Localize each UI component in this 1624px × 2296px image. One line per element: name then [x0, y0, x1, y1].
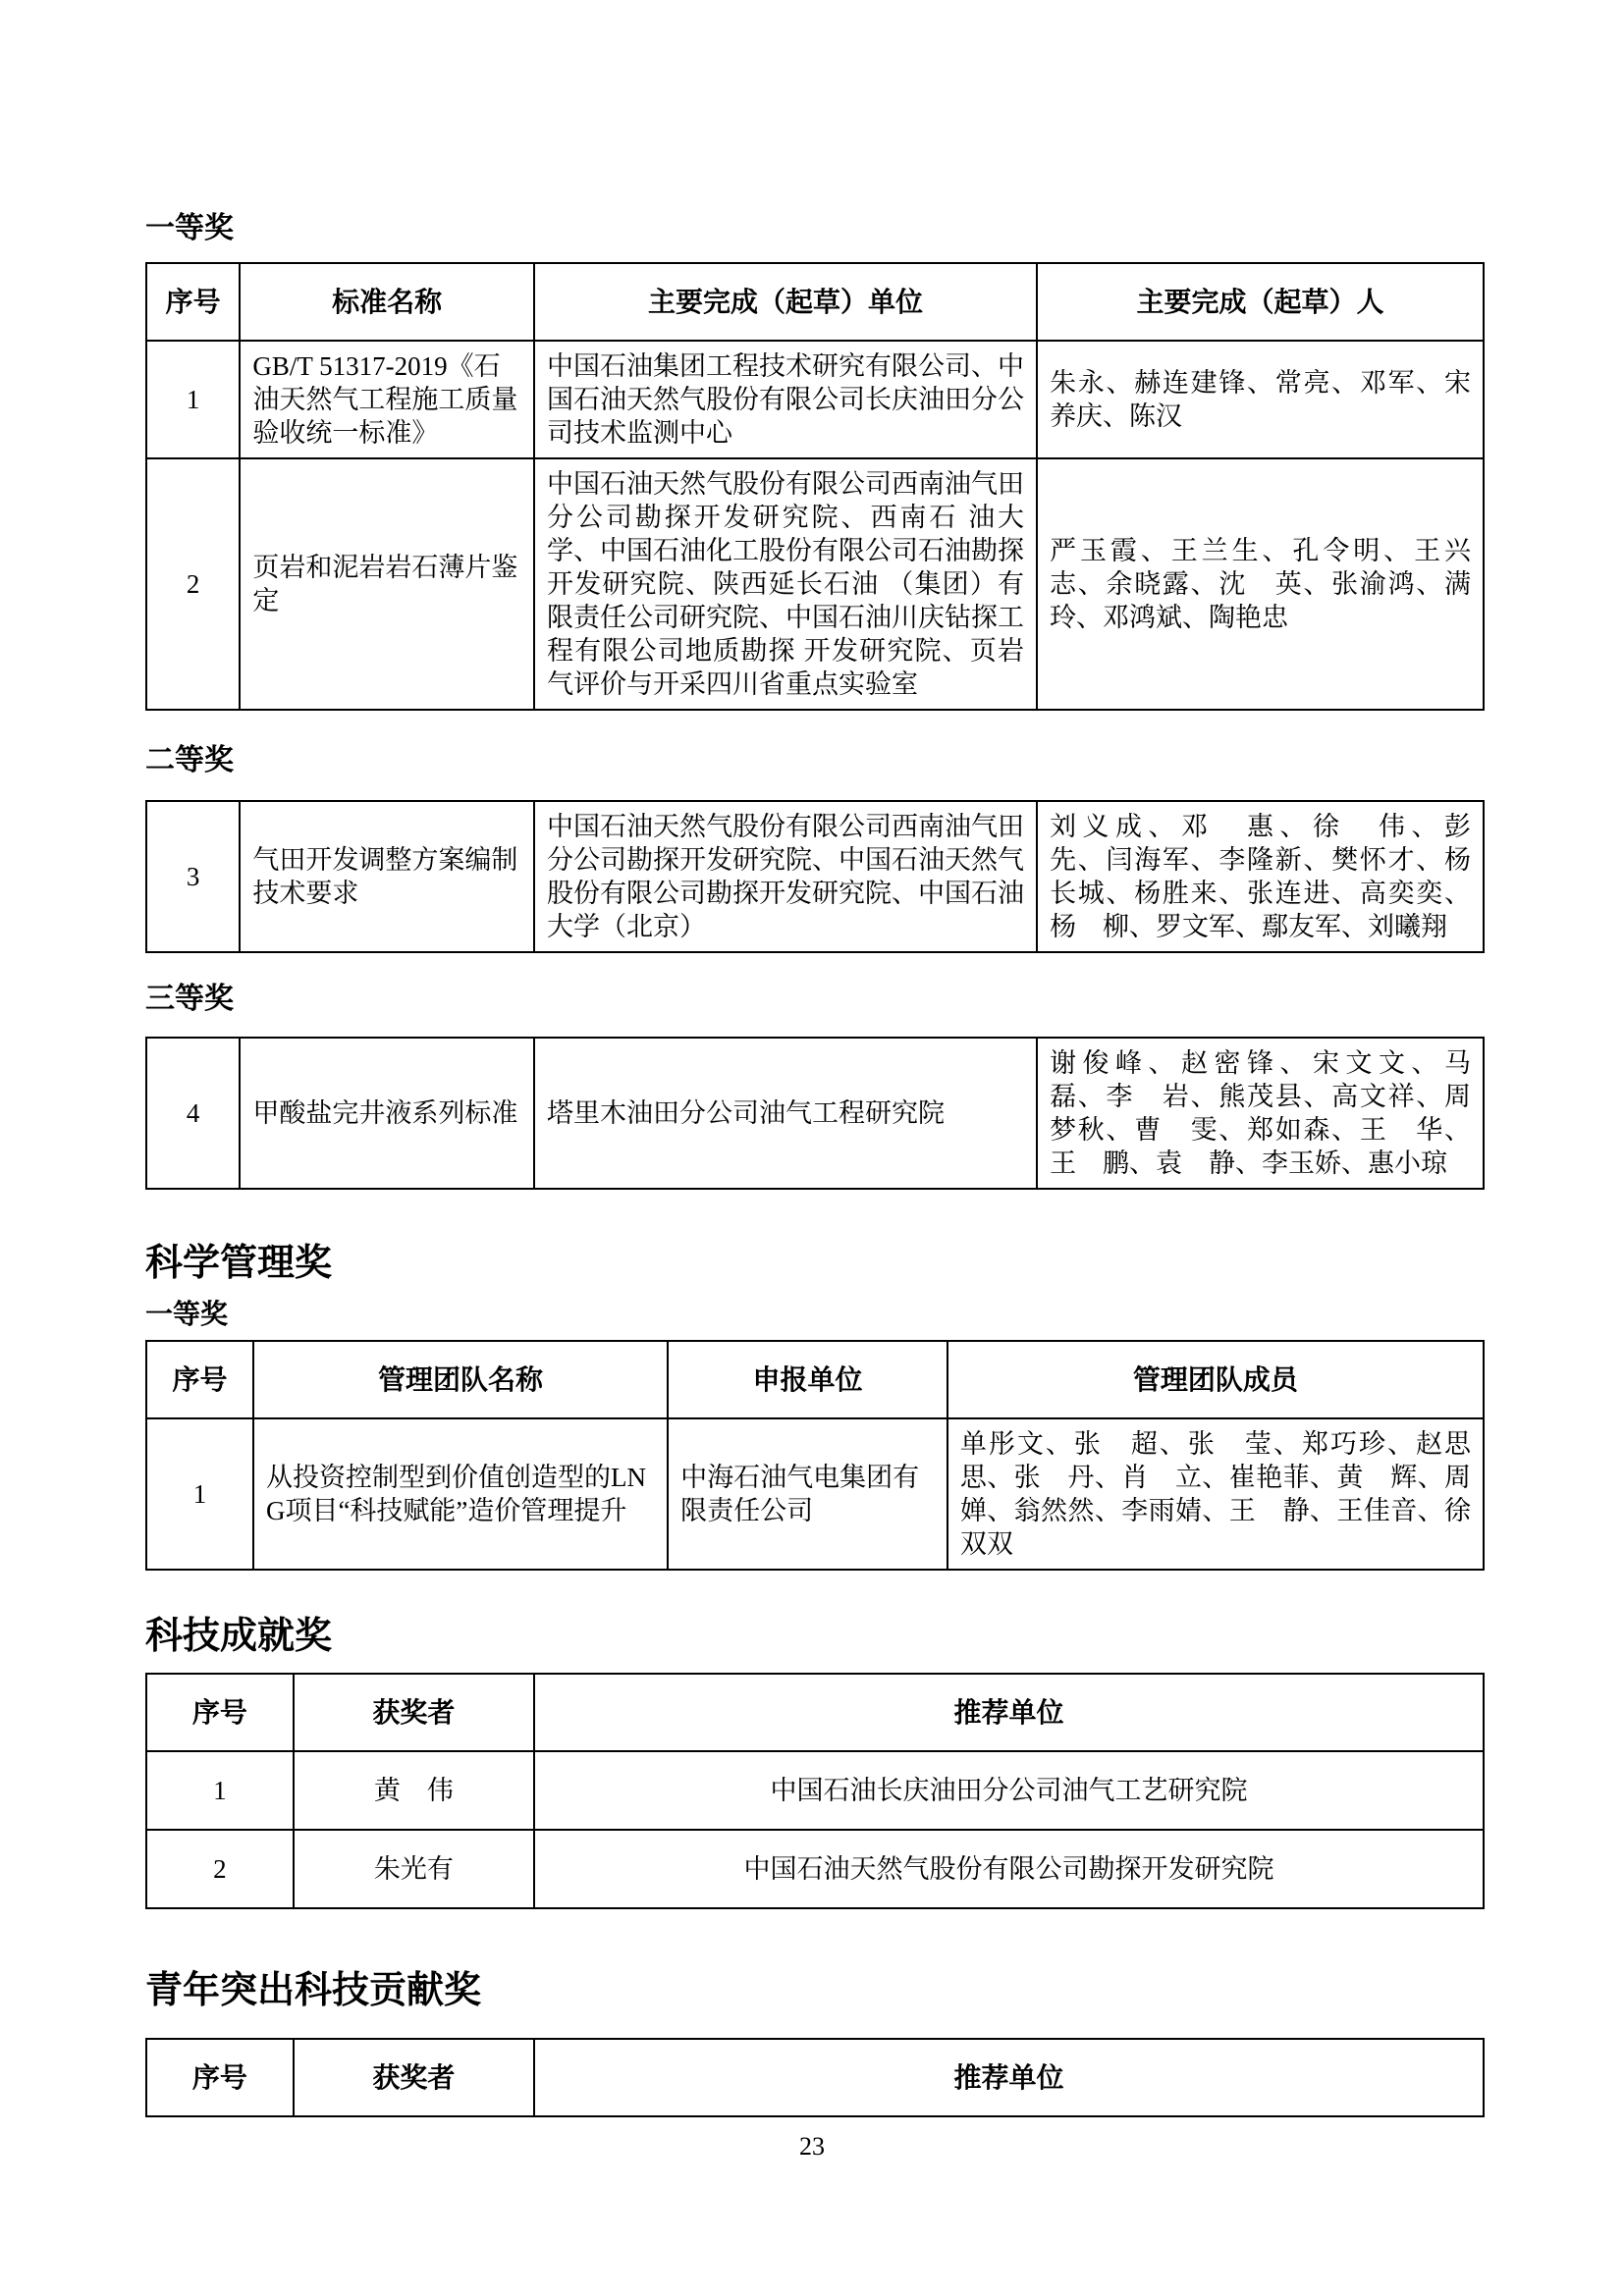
first-prize-label: 一等奖 [145, 212, 234, 244]
header-cell-main-people: 主要完成（起草）人 [1037, 263, 1484, 341]
main-people: 刘义成、邓 惠、徐 伟、彭 先、闫海军、李隆新、樊怀才、杨长城、杨胜来、张连进、高奕奕、杨 柳、罗文军、鄢友军、刘曦翔 [1037, 801, 1484, 952]
main-units: 中国石油集团工程技术研究有限公司、中国石油天然气股份有限公司长庆油田分公司技术监测中心 [534, 341, 1037, 458]
second-prize-label: 二等奖 [145, 744, 234, 777]
youth-table-header-row [146, 2039, 1484, 2116]
page-number: 23 [799, 2132, 825, 2161]
standards-row-1 [146, 341, 1484, 458]
header-cell-team-name: 管理团队名称 [253, 1341, 668, 1418]
management-first-prize-label: 一等奖 [145, 1298, 229, 1329]
row-no: 3 [146, 801, 240, 952]
main-units: 中国石油天然气股份有限公司西南油气田分公司勘探开发研究院、中国石油天然气股份有限公司勘探开发研究院、中国石油大学（北京） [534, 801, 1037, 952]
recommending-unit: 中国石油长庆油田分公司油气工艺研究院 [534, 1751, 1484, 1830]
main-units: 中国石油天然气股份有限公司西南油气田分公司勘探开发研究院、西南石 油大学、中国石油化工股份有限公司石油勘探开发研究院、陕西延长石油 （集团）有限责任公司研究院、中国石油川庆钻探工程有限公司地质勘探 开发研究院、页岩气评价与开采四川省重点实验室 [534, 458, 1037, 710]
main-units: 塔里木油田分公司油气工程研究院 [534, 1038, 1037, 1189]
standards-row-2 [146, 458, 1484, 710]
header-cell-no: 序号 [146, 1674, 294, 1751]
standard-name: GB/T 51317-2019《石油天然气工程施工质量验收统一标准》 [240, 341, 534, 458]
third-prize-label: 三等奖 [145, 983, 234, 1016]
standard-name: 甲酸盐完井液系列标准 [240, 1038, 534, 1189]
third-prize-standards-table [145, 1037, 1497, 1190]
management-table-header-row [146, 1341, 1484, 1418]
first-prize-standards-table [145, 262, 1497, 711]
achievement-award-table [145, 1673, 1485, 1909]
achievement-row-2 [146, 1830, 1484, 1908]
standard-name: 页岩和泥岩岩石薄片鉴定 [240, 458, 534, 710]
header-cell-no: 序号 [146, 263, 240, 341]
header-cell-recommending-unit: 推荐单位 [534, 1674, 1484, 1751]
team-members: 单彤文、张 超、张 莹、郑巧珍、赵思思、张 丹、肖 立、崔艳菲、黄 辉、周 婵、翁然然、李雨婧、王 静、王佳音、徐双双 [947, 1418, 1484, 1570]
team-name: 从投资控制型到价值创造型的LNG项目“科技赋能”造价管理提升 [253, 1418, 668, 1570]
youth-award-title: 青年突出科技贡献奖 [145, 1969, 482, 2011]
management-row-1 [146, 1418, 1484, 1570]
header-cell-main-units: 主要完成（起草）单位 [534, 263, 1037, 341]
header-cell-winner: 获奖者 [294, 1674, 534, 1751]
main-people: 严玉霞、王兰生、孔令明、王兴志、余晓露、沈 英、张渝鸿、满 玲、邓鸿斌、陶艳忠 [1037, 458, 1484, 710]
header-cell-team-members: 管理团队成员 [947, 1341, 1484, 1418]
winner-name: 朱光有 [294, 1830, 534, 1908]
second-prize-standards-table [145, 800, 1497, 953]
header-cell-no: 序号 [146, 2039, 294, 2116]
standards-row-3 [146, 801, 1484, 952]
management-award-title: 科学管理奖 [145, 1243, 333, 1285]
row-no: 2 [146, 1830, 294, 1908]
standards-table-header-row [146, 263, 1484, 341]
management-award-table [145, 1340, 1497, 1571]
standard-name: 气田开发调整方案编制技术要求 [240, 801, 534, 952]
row-no: 1 [146, 341, 240, 458]
applicant-unit: 中海石油气电集团有限责任公司 [668, 1418, 947, 1570]
row-no: 1 [146, 1751, 294, 1830]
header-cell-no: 序号 [146, 1341, 253, 1418]
youth-award-table [145, 2038, 1485, 2117]
header-cell-applicant-unit: 申报单位 [668, 1341, 947, 1418]
standards-row-4 [146, 1038, 1484, 1189]
header-cell-winner: 获奖者 [294, 2039, 534, 2116]
recommending-unit: 中国石油天然气股份有限公司勘探开发研究院 [534, 1830, 1484, 1908]
row-no: 2 [146, 458, 240, 710]
achievement-table-header-row [146, 1674, 1484, 1751]
document-page [145, 0, 1497, 2117]
main-people: 谢俊峰、赵密锋、宋文文、马 磊、李 岩、熊茂县、高文祥、周梦秋、曹 雯、郑如森、王 华、王 鹏、袁 静、李玉娇、惠小琼 [1037, 1038, 1484, 1189]
main-people: 朱永、赫连建锋、常亮、邓军、宋养庆、陈汉 [1037, 341, 1484, 458]
winner-name: 黄 伟 [294, 1751, 534, 1830]
header-cell-standard-name: 标准名称 [240, 263, 534, 341]
header-cell-recommending-unit: 推荐单位 [534, 2039, 1484, 2116]
achievement-award-title: 科技成就奖 [145, 1615, 333, 1657]
row-no: 1 [146, 1418, 253, 1570]
achievement-row-1 [146, 1751, 1484, 1830]
row-no: 4 [146, 1038, 240, 1189]
